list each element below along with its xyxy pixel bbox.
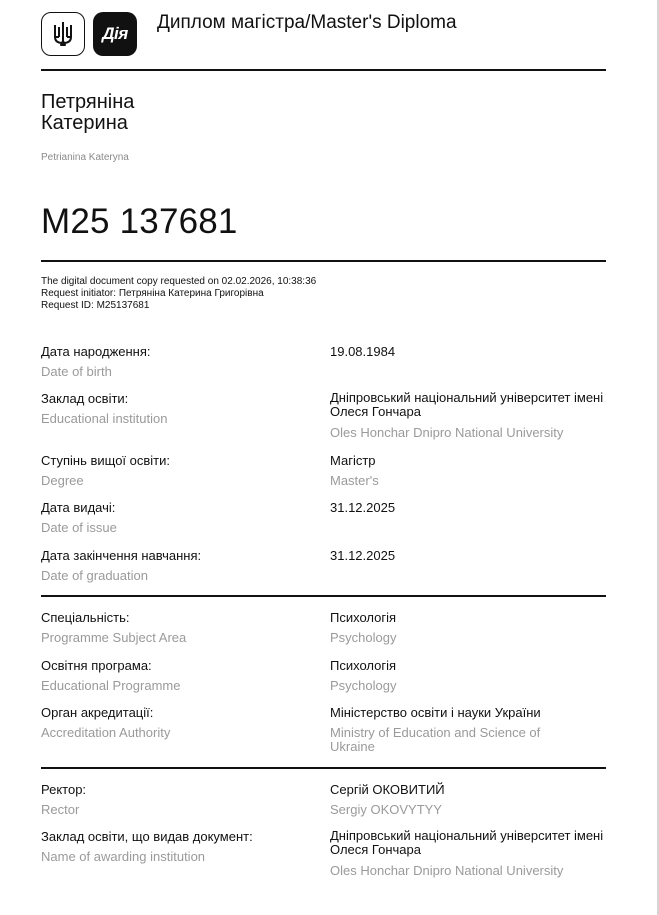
accreditation-label: Орган акредитації: bbox=[41, 705, 154, 720]
divider bbox=[41, 767, 606, 769]
awarding-label: Заклад освіти, що видав документ: bbox=[41, 829, 253, 844]
request-info: The digital document copy requested on 02.02.2026, 10:38:36 Request initiator: Петряніна Катерина Григорівна Request ID: M25137681 bbox=[41, 276, 317, 311]
degree-value: Магістр bbox=[330, 453, 376, 468]
specialty-value: Психологія bbox=[330, 610, 397, 625]
degree-label: Ступінь вищої освіти: bbox=[41, 453, 171, 468]
issue-value: 31.12.2025 bbox=[330, 500, 396, 515]
rector-label: Ректор: bbox=[41, 782, 87, 797]
issue-label-en: Date of issue bbox=[41, 520, 117, 535]
accreditation-label-en: Accreditation Authority bbox=[41, 725, 171, 740]
specialty-value-en: Psychology bbox=[330, 630, 397, 645]
institution-label-en: Educational institution bbox=[41, 411, 168, 426]
birth-label: Дата народження: bbox=[41, 344, 151, 359]
specialty-label-en: Programme Subject Area bbox=[41, 630, 187, 645]
rector-label-en: Rector bbox=[41, 802, 80, 817]
holder-name: Петряніна Катерина bbox=[41, 91, 135, 134]
issue-label: Дата видачі: bbox=[41, 500, 116, 515]
rector-value: Сергій ОКОВИТИЙ bbox=[330, 782, 445, 797]
birth-value: 19.08.1984 bbox=[330, 344, 396, 359]
accreditation-value: Міністерство освіти і науки України bbox=[330, 705, 541, 720]
awarding-value-en: Oles Honchar Dnipro National University bbox=[330, 863, 564, 878]
specialty-label: Спеціальність: bbox=[41, 610, 130, 625]
graduation-value: 31.12.2025 bbox=[330, 548, 396, 563]
programme-label: Освітня програма: bbox=[41, 658, 152, 673]
programme-label-en: Educational Programme bbox=[41, 678, 181, 693]
rector-value-en: Sergiy OKOVYTYY bbox=[330, 802, 442, 817]
diia-logo: Дія bbox=[93, 12, 137, 56]
graduation-label: Дата закінчення навчання: bbox=[41, 548, 202, 563]
divider bbox=[41, 69, 606, 71]
institution-value-en: Oles Honchar Dnipro National University bbox=[330, 425, 564, 440]
divider bbox=[41, 260, 606, 262]
document-number: М25 137681 bbox=[41, 202, 238, 241]
trident-icon bbox=[53, 21, 73, 47]
awarding-value: Дніпровський національний університет імені Олеся Гончара bbox=[330, 828, 604, 857]
document-title: Диплом магістра/Master's Diploma bbox=[157, 12, 457, 33]
graduation-label-en: Date of graduation bbox=[41, 568, 148, 583]
trident-logo bbox=[41, 12, 85, 56]
holder-name-latin: Petrianina Kateryna bbox=[41, 152, 129, 163]
birth-label-en: Date of birth bbox=[41, 364, 112, 379]
institution-label: Заклад освіти: bbox=[41, 391, 129, 406]
programme-value: Психологія bbox=[330, 658, 397, 673]
divider bbox=[41, 595, 606, 597]
degree-label-en: Degree bbox=[41, 473, 84, 488]
awarding-label-en: Name of awarding institution bbox=[41, 849, 206, 864]
institution-value: Дніпровський національний університет імені Олеся Гончара bbox=[330, 390, 604, 419]
accreditation-value-en: Ministry of Education and Science of Ukraine bbox=[330, 725, 541, 754]
degree-value-en: Master's bbox=[330, 473, 379, 488]
programme-value-en: Psychology bbox=[330, 678, 397, 693]
